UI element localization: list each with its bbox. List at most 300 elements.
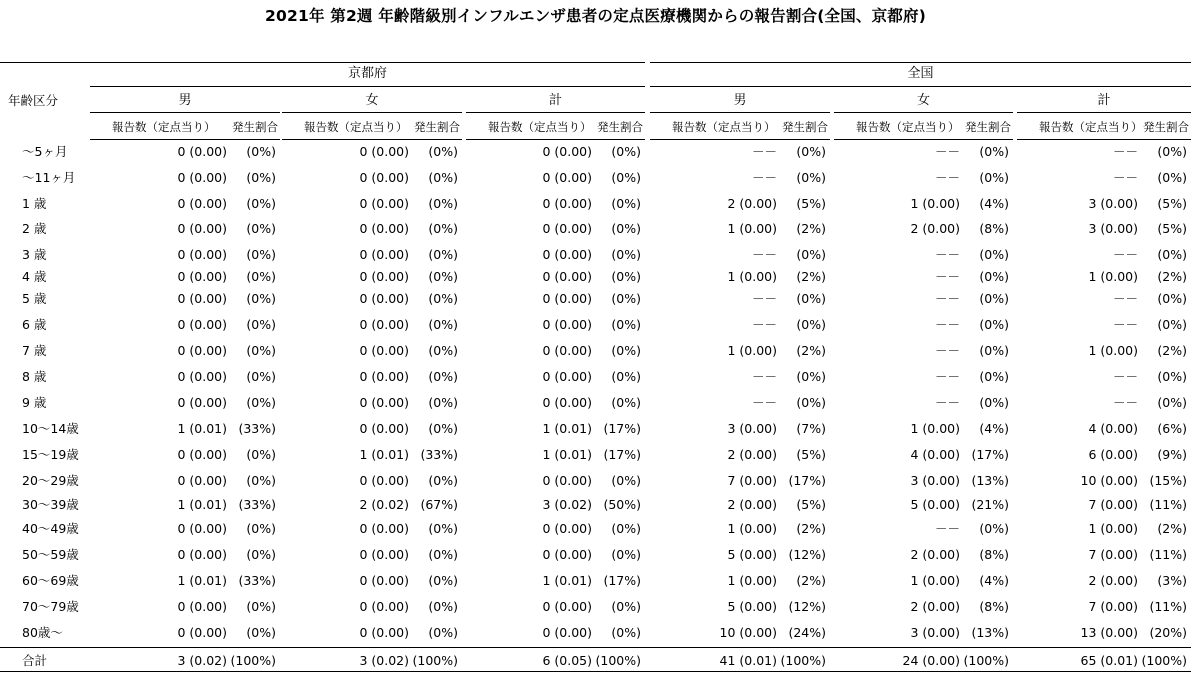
rate-cell: (0%): [979, 317, 1009, 332]
rate-cell: (0%): [428, 395, 458, 410]
rate-cell: (6%): [1157, 421, 1187, 436]
report-count-cell: －－: [751, 317, 777, 332]
table-row-age: 50〜59歳: [22, 547, 79, 562]
rate-cell: (2%): [1157, 269, 1187, 284]
report-count-cell: 0 (0.00): [542, 599, 592, 614]
table-row-age: 5 歳: [22, 291, 47, 306]
report-count-cell: 7 (0.00): [1088, 547, 1138, 562]
rate-cell: (0%): [428, 247, 458, 262]
table-row-age: 10〜14歳: [22, 421, 79, 436]
rate-cell: (0%): [611, 196, 641, 211]
report-count-cell: 0 (0.00): [359, 547, 409, 562]
rate-cell: (2%): [796, 269, 826, 284]
sex-header: 男: [178, 93, 192, 108]
rate-cell: (50%): [603, 497, 641, 512]
rate-cell: (0%): [611, 221, 641, 236]
sex-header: 計: [548, 93, 562, 108]
rate-cell: (33%): [238, 497, 276, 512]
report-count-cell: 0 (0.00): [359, 395, 409, 410]
rate-cell: (0%): [979, 291, 1009, 306]
sex-header: 女: [365, 93, 379, 108]
report-count-cell: 7 (0.00): [1088, 599, 1138, 614]
rate-cell: (0%): [428, 170, 458, 185]
report-count-cell: 6 (0.05): [542, 653, 592, 668]
rate-header: 発生割合: [965, 120, 1011, 134]
rate-cell: (4%): [979, 573, 1009, 588]
rate-cell: (4%): [979, 421, 1009, 436]
report-count-cell: 1 (0.00): [1088, 521, 1138, 536]
rate-cell: (2%): [796, 221, 826, 236]
table-row-age: 4 歳: [22, 269, 47, 284]
table-row-age: 1 歳: [22, 196, 47, 211]
rate-cell: (21%): [971, 497, 1009, 512]
report-count-cell: 0 (0.00): [177, 317, 227, 332]
table-row-age: 7 歳: [22, 343, 47, 358]
rate-cell: (0%): [1157, 317, 1187, 332]
rate-cell: (0%): [246, 395, 276, 410]
total-row-age: 合計: [22, 653, 48, 668]
rate-cell: (0%): [979, 144, 1009, 159]
rate-cell: (9%): [1157, 447, 1187, 462]
rate-cell: (8%): [979, 547, 1009, 562]
report-count-cell: 1 (0.00): [910, 196, 960, 211]
report-count-cell: 1 (0.01): [542, 573, 592, 588]
rate-cell: (17%): [971, 447, 1009, 462]
report-count-cell: －－: [1112, 144, 1138, 159]
rate-cell: (0%): [428, 599, 458, 614]
report-count-cell: 4 (0.00): [910, 447, 960, 462]
report-count-cell: 0 (0.00): [177, 547, 227, 562]
report-count-cell: 2 (0.00): [727, 447, 777, 462]
report-count-cell: －－: [751, 247, 777, 262]
rate-cell: (0%): [796, 170, 826, 185]
rate-cell: (0%): [979, 170, 1009, 185]
report-count-cell: －－: [934, 343, 960, 358]
rate-cell: (0%): [611, 170, 641, 185]
report-count-header: 報告数（定点当り）: [304, 120, 408, 134]
report-count-header: 報告数（定点当り）: [856, 120, 960, 134]
rate-cell: (0%): [246, 343, 276, 358]
rate-cell: (3%): [1157, 573, 1187, 588]
region-rule: [90, 86, 645, 87]
rate-cell: (0%): [611, 395, 641, 410]
rate-cell: (17%): [603, 573, 641, 588]
report-count-cell: 0 (0.00): [177, 247, 227, 262]
report-count-cell: 0 (0.00): [542, 369, 592, 384]
report-count-cell: 0 (0.00): [177, 170, 227, 185]
sex-rule: [834, 112, 1013, 113]
rate-cell: (12%): [788, 547, 826, 562]
table-row-age: 80歳〜: [22, 625, 63, 640]
rate-cell: (0%): [428, 269, 458, 284]
report-count-cell: －－: [934, 317, 960, 332]
report-count-cell: 24 (0.00): [902, 653, 960, 668]
report-count-cell: 0 (0.00): [359, 170, 409, 185]
table-row-age: 9 歳: [22, 395, 47, 410]
rate-cell: (100%): [780, 653, 826, 668]
rate-cell: (17%): [603, 421, 641, 436]
rate-cell: (0%): [611, 291, 641, 306]
subheader-rule: [282, 139, 462, 140]
report-count-cell: 0 (0.00): [359, 269, 409, 284]
report-count-cell: 0 (0.00): [359, 196, 409, 211]
report-count-header: 報告数（定点当り）: [488, 120, 592, 134]
subheader-rule: [1017, 139, 1191, 140]
rate-cell: (0%): [246, 473, 276, 488]
rate-cell: (0%): [611, 369, 641, 384]
age-column-header: 年齢区分: [8, 93, 59, 108]
report-count-cell: 1 (0.00): [727, 573, 777, 588]
sex-rule: [1017, 112, 1191, 113]
rate-cell: (0%): [1157, 144, 1187, 159]
rate-cell: (0%): [611, 473, 641, 488]
sex-rule: [466, 112, 645, 113]
table-row-age: 40〜49歳: [22, 521, 79, 536]
rate-cell: (0%): [611, 599, 641, 614]
rate-header: 発生割合: [782, 120, 828, 134]
report-count-cell: －－: [1112, 291, 1138, 306]
report-count-cell: 0 (0.00): [177, 395, 227, 410]
report-count-cell: 0 (0.00): [542, 317, 592, 332]
report-count-cell: 1 (0.01): [359, 447, 409, 462]
rate-cell: (8%): [979, 221, 1009, 236]
report-count-cell: 0 (0.00): [177, 291, 227, 306]
report-count-cell: 0 (0.00): [542, 247, 592, 262]
rate-cell: (0%): [428, 573, 458, 588]
rate-cell: (0%): [246, 269, 276, 284]
report-count-header: 報告数（定点当り）: [112, 120, 216, 134]
report-count-cell: 3 (0.00): [910, 625, 960, 640]
sex-rule: [90, 112, 280, 113]
table-row-age: 20〜29歳: [22, 473, 79, 488]
report-count-cell: 0 (0.00): [177, 144, 227, 159]
rate-cell: (0%): [611, 625, 641, 640]
rate-cell: (0%): [796, 291, 826, 306]
rate-header: 発生割合: [1143, 120, 1189, 134]
report-count-cell: 3 (0.02): [359, 653, 409, 668]
rate-cell: (2%): [796, 573, 826, 588]
report-count-cell: 0 (0.00): [177, 369, 227, 384]
rate-cell: (0%): [428, 343, 458, 358]
rate-cell: (0%): [796, 369, 826, 384]
rate-cell: (5%): [1157, 196, 1187, 211]
report-count-cell: 1 (0.01): [542, 421, 592, 436]
rate-header: 発生割合: [232, 120, 278, 134]
header-top-rule: [650, 62, 1191, 63]
subheader-rule: [650, 139, 830, 140]
report-count-cell: 5 (0.00): [910, 497, 960, 512]
report-count-cell: 0 (0.00): [359, 221, 409, 236]
report-count-cell: 10 (0.00): [719, 625, 777, 640]
report-count-cell: 0 (0.00): [177, 625, 227, 640]
rate-cell: (17%): [788, 473, 826, 488]
rate-cell: (0%): [1157, 369, 1187, 384]
report-count-cell: 7 (0.00): [727, 473, 777, 488]
report-count-cell: 1 (0.00): [1088, 343, 1138, 358]
rate-cell: (11%): [1149, 599, 1187, 614]
rate-header: 発生割合: [597, 120, 643, 134]
report-count-header: 報告数（定点当り）: [1039, 120, 1143, 134]
report-count-cell: 0 (0.00): [359, 473, 409, 488]
report-count-cell: －－: [934, 395, 960, 410]
report-count-cell: －－: [934, 291, 960, 306]
rate-cell: (8%): [979, 599, 1009, 614]
report-count-cell: 1 (0.01): [177, 421, 227, 436]
rate-cell: (0%): [611, 247, 641, 262]
rate-cell: (0%): [246, 196, 276, 211]
report-count-cell: 0 (0.00): [542, 170, 592, 185]
rate-cell: (100%): [595, 653, 641, 668]
report-count-cell: －－: [934, 144, 960, 159]
table-row-age: 30〜39歳: [22, 497, 79, 512]
sex-header: 計: [1097, 93, 1111, 108]
report-count-cell: 41 (0.01): [719, 653, 777, 668]
report-count-cell: 0 (0.00): [542, 144, 592, 159]
report-count-cell: 0 (0.00): [542, 547, 592, 562]
report-count-cell: 4 (0.00): [1088, 421, 1138, 436]
report-count-cell: 1 (0.00): [910, 421, 960, 436]
rate-cell: (0%): [428, 221, 458, 236]
rate-cell: (12%): [788, 599, 826, 614]
report-count-cell: －－: [751, 369, 777, 384]
report-count-cell: －－: [1112, 317, 1138, 332]
report-count-cell: 1 (0.00): [727, 269, 777, 284]
report-count-cell: 1 (0.00): [910, 573, 960, 588]
rate-cell: (0%): [246, 170, 276, 185]
report-count-header: 報告数（定点当り）: [672, 120, 776, 134]
report-count-cell: 3 (0.00): [1088, 221, 1138, 236]
report-count-cell: 0 (0.00): [177, 521, 227, 536]
rate-cell: (2%): [1157, 521, 1187, 536]
report-count-cell: 0 (0.00): [542, 196, 592, 211]
report-count-cell: 5 (0.00): [727, 599, 777, 614]
rate-cell: (7%): [796, 421, 826, 436]
rate-cell: (13%): [971, 625, 1009, 640]
rate-cell: (17%): [603, 447, 641, 462]
report-count-cell: 1 (0.01): [177, 573, 227, 588]
report-count-cell: 0 (0.00): [177, 599, 227, 614]
rate-cell: (0%): [979, 343, 1009, 358]
rate-cell: (11%): [1149, 497, 1187, 512]
bottom-rule: [0, 671, 1191, 672]
rate-cell: (0%): [428, 521, 458, 536]
report-count-cell: －－: [934, 170, 960, 185]
rate-cell: (0%): [428, 625, 458, 640]
rate-cell: (0%): [246, 599, 276, 614]
report-count-cell: 2 (0.02): [359, 497, 409, 512]
rate-cell: (5%): [796, 447, 826, 462]
sex-header: 女: [916, 93, 930, 108]
table-row-age: 60〜69歳: [22, 573, 79, 588]
rate-cell: (0%): [979, 247, 1009, 262]
sex-rule: [282, 112, 462, 113]
report-count-cell: 0 (0.00): [359, 291, 409, 306]
report-count-cell: 1 (0.00): [727, 221, 777, 236]
rate-cell: (0%): [246, 247, 276, 262]
region-header: 全国: [907, 66, 934, 81]
report-count-cell: 0 (0.00): [542, 343, 592, 358]
rate-cell: (0%): [796, 144, 826, 159]
report-count-cell: 65 (0.01): [1080, 653, 1138, 668]
rate-cell: (0%): [979, 521, 1009, 536]
rate-cell: (0%): [428, 291, 458, 306]
report-count-cell: 1 (0.00): [1088, 269, 1138, 284]
report-count-cell: 0 (0.00): [359, 144, 409, 159]
rate-cell: (0%): [796, 247, 826, 262]
region-header: 京都府: [347, 66, 387, 81]
report-count-cell: 0 (0.00): [359, 625, 409, 640]
report-count-cell: 3 (0.02): [177, 653, 227, 668]
report-count-cell: 0 (0.00): [542, 521, 592, 536]
report-count-cell: －－: [934, 369, 960, 384]
report-count-cell: －－: [1112, 247, 1138, 262]
report-count-cell: －－: [1112, 170, 1138, 185]
report-count-cell: 0 (0.00): [542, 625, 592, 640]
report-count-cell: －－: [934, 521, 960, 536]
report-count-cell: －－: [751, 144, 777, 159]
report-count-cell: 2 (0.00): [727, 497, 777, 512]
rate-cell: (0%): [428, 144, 458, 159]
rate-cell: (67%): [420, 497, 458, 512]
report-count-cell: 2 (0.00): [727, 196, 777, 211]
sex-rule: [650, 112, 830, 113]
rate-cell: (0%): [246, 547, 276, 562]
rate-cell: (0%): [611, 343, 641, 358]
rate-cell: (2%): [1157, 343, 1187, 358]
rate-cell: (0%): [428, 369, 458, 384]
report-count-cell: 0 (0.00): [542, 395, 592, 410]
report-count-cell: 0 (0.00): [359, 421, 409, 436]
table-row-age: 2 歳: [22, 221, 47, 236]
report-count-cell: 6 (0.00): [1088, 447, 1138, 462]
report-count-cell: 0 (0.00): [359, 247, 409, 262]
report-count-cell: －－: [934, 247, 960, 262]
report-count-cell: 0 (0.00): [359, 369, 409, 384]
report-count-cell: 2 (0.00): [910, 547, 960, 562]
report-count-cell: 0 (0.00): [177, 269, 227, 284]
report-count-cell: 0 (0.00): [177, 196, 227, 211]
report-count-cell: －－: [751, 395, 777, 410]
rate-cell: (0%): [246, 369, 276, 384]
rate-cell: (0%): [979, 369, 1009, 384]
rate-cell: (11%): [1149, 547, 1187, 562]
table-row-age: 3 歳: [22, 247, 47, 262]
rate-cell: (0%): [246, 221, 276, 236]
report-count-cell: 0 (0.00): [359, 521, 409, 536]
report-count-cell: 0 (0.00): [359, 599, 409, 614]
region-rule: [650, 86, 1191, 87]
rate-cell: (0%): [1157, 170, 1187, 185]
header-top-rule: [0, 62, 645, 63]
rate-cell: (33%): [420, 447, 458, 462]
table-row-age: 15〜19歳: [22, 447, 79, 462]
table-row-age: 6 歳: [22, 317, 47, 332]
rate-cell: (33%): [238, 573, 276, 588]
subheader-rule: [90, 139, 280, 140]
rate-cell: (0%): [611, 144, 641, 159]
report-count-cell: 0 (0.00): [359, 573, 409, 588]
subheader-rule: [834, 139, 1013, 140]
rate-cell: (0%): [428, 196, 458, 211]
rate-cell: (0%): [246, 521, 276, 536]
report-count-cell: 1 (0.01): [542, 447, 592, 462]
rate-cell: (2%): [796, 521, 826, 536]
report-count-cell: 1 (0.00): [727, 521, 777, 536]
report-count-cell: 0 (0.00): [542, 473, 592, 488]
report-count-cell: 0 (0.00): [359, 317, 409, 332]
rate-cell: (5%): [1157, 221, 1187, 236]
report-count-cell: －－: [751, 291, 777, 306]
report-count-cell: 0 (0.00): [177, 447, 227, 462]
rate-cell: (0%): [428, 317, 458, 332]
rate-cell: (0%): [611, 317, 641, 332]
rate-cell: (0%): [246, 291, 276, 306]
total-rule: [0, 647, 1191, 648]
report-count-cell: 2 (0.00): [1088, 573, 1138, 588]
sex-header: 男: [733, 93, 747, 108]
rate-cell: (0%): [246, 317, 276, 332]
rate-header: 発生割合: [414, 120, 460, 134]
table-row-age: 〜11ヶ月: [22, 170, 76, 185]
rate-cell: (0%): [979, 269, 1009, 284]
rate-cell: (100%): [1141, 653, 1187, 668]
report-count-cell: 1 (0.01): [177, 497, 227, 512]
report-count-cell: 3 (0.00): [910, 473, 960, 488]
rate-cell: (13%): [971, 473, 1009, 488]
page-title: 2021年 第2週 年齢階級別インフルエンザ患者の定点医療機関からの報告割合(全国、京都府): [265, 7, 926, 25]
report-count-cell: 0 (0.00): [542, 221, 592, 236]
rate-cell: (0%): [1157, 291, 1187, 306]
report-count-cell: 13 (0.00): [1080, 625, 1138, 640]
rate-cell: (0%): [611, 547, 641, 562]
table-row-age: 〜5ヶ月: [22, 144, 68, 159]
report-count-cell: 3 (0.02): [542, 497, 592, 512]
rate-cell: (100%): [412, 653, 458, 668]
rate-cell: (0%): [246, 144, 276, 159]
rate-cell: (5%): [796, 196, 826, 211]
report-count-cell: 2 (0.00): [910, 221, 960, 236]
report-count-cell: 5 (0.00): [727, 547, 777, 562]
report-count-cell: 3 (0.00): [1088, 196, 1138, 211]
table-row-age: 70〜79歳: [22, 599, 79, 614]
rate-cell: (20%): [1149, 625, 1187, 640]
report-count-cell: 0 (0.00): [177, 343, 227, 358]
rate-cell: (0%): [428, 547, 458, 562]
report-count-cell: －－: [1112, 369, 1138, 384]
report-count-cell: 1 (0.00): [727, 343, 777, 358]
rate-cell: (15%): [1149, 473, 1187, 488]
rate-cell: (100%): [963, 653, 1009, 668]
table-row-age: 8 歳: [22, 369, 47, 384]
rate-cell: (0%): [611, 521, 641, 536]
report-count-cell: －－: [1112, 395, 1138, 410]
rate-cell: (0%): [246, 447, 276, 462]
rate-cell: (0%): [611, 269, 641, 284]
report-count-cell: 0 (0.00): [177, 221, 227, 236]
report-count-cell: 7 (0.00): [1088, 497, 1138, 512]
rate-cell: (0%): [796, 395, 826, 410]
rate-cell: (0%): [428, 473, 458, 488]
report-count-cell: 0 (0.00): [542, 291, 592, 306]
rate-cell: (5%): [796, 497, 826, 512]
report-count-cell: －－: [934, 269, 960, 284]
rate-cell: (4%): [979, 196, 1009, 211]
rate-cell: (0%): [979, 395, 1009, 410]
report-count-cell: 0 (0.00): [177, 473, 227, 488]
rate-cell: (0%): [1157, 247, 1187, 262]
rate-cell: (0%): [796, 317, 826, 332]
subheader-rule: [466, 139, 645, 140]
